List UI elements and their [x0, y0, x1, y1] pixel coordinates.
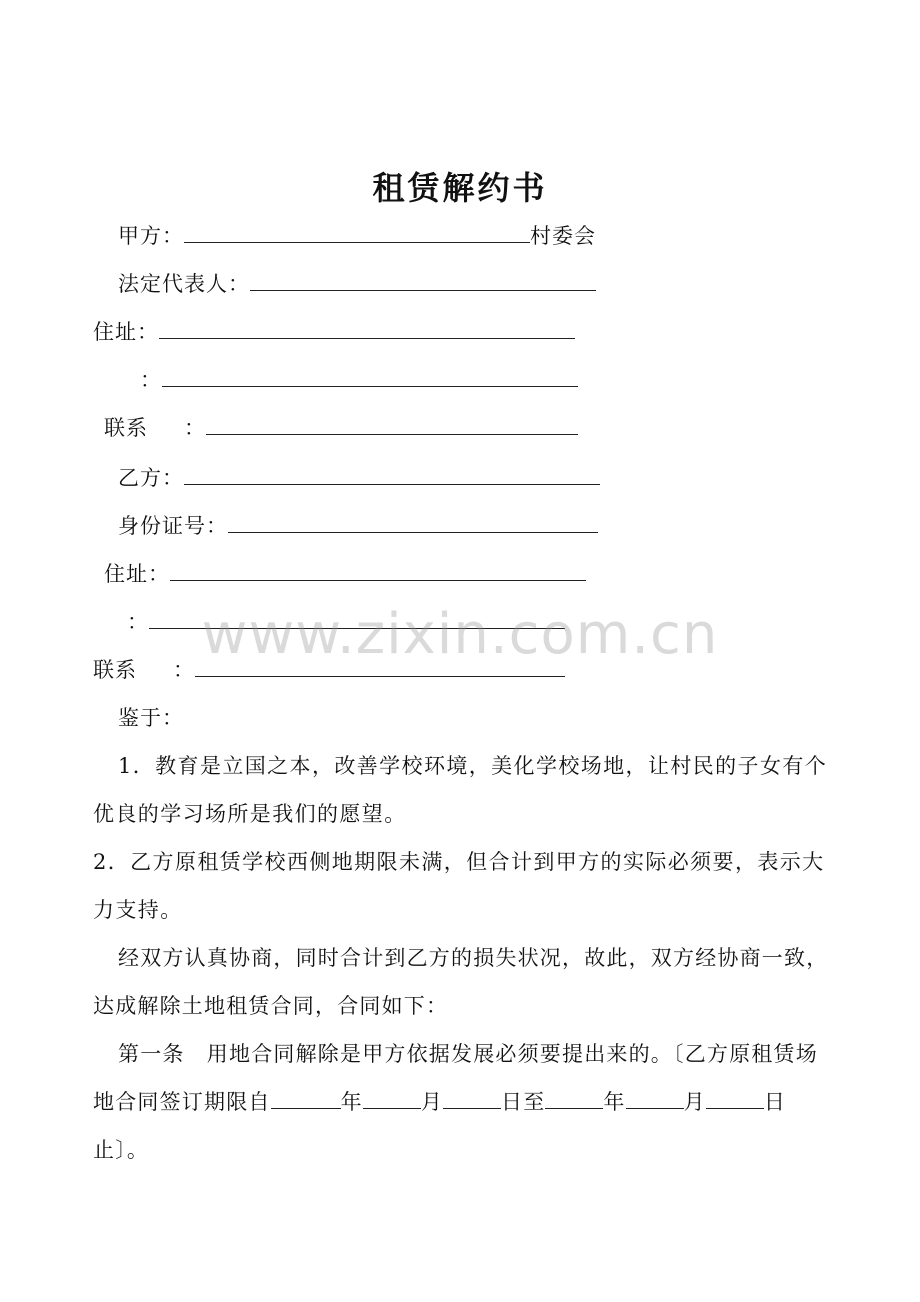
end-day-blank[interactable]: [706, 1088, 764, 1109]
document-title: 租赁解约书: [372, 169, 548, 207]
clause-1: 1．教育是立国之本，改善学校环境，美化学校场地，让村民的子女有个优良的学习场所是我们的愿望。: [93, 754, 828, 826]
party-b-extra-colon: ：: [127, 610, 149, 634]
legal-rep-label: 法定代表人：: [118, 272, 250, 296]
end-month-blank[interactable]: [626, 1088, 684, 1109]
party-b-label: 乙方：: [118, 466, 184, 490]
party-a-contact-blank[interactable]: [206, 414, 578, 435]
party-a-contact-label: 联系: [104, 416, 148, 440]
party-a-address-label: 住址：: [93, 320, 159, 344]
whereas-heading: [118, 704, 184, 732]
article-1-lead: 第一条 用地合同解除是甲方依据发展必须要提出来的。〔乙方原租赁场地合同签订期限自: [93, 1042, 818, 1114]
end-year-blank[interactable]: [545, 1088, 603, 1109]
legal-rep-blank[interactable]: [250, 270, 596, 291]
party-b-contact-line: [93, 656, 565, 684]
article-1: [93, 1030, 833, 1174]
id-number-line: [118, 512, 598, 540]
party-a-suffix: 村委会: [530, 224, 596, 248]
party-a-extra-blank[interactable]: [162, 366, 578, 387]
party-a-extra-line: [140, 366, 578, 394]
party-b-line: [118, 464, 600, 492]
agreement-paragraph: 经双方认真协商，同时合计到乙方的损失状况，故此，双方经协商一致，达成解除土地租赁合同，合同如下：: [93, 946, 829, 1018]
party-b-blank[interactable]: [184, 464, 600, 485]
party-b-contact-blank[interactable]: [195, 656, 565, 677]
party-a-line: [118, 222, 596, 250]
start-day-blank[interactable]: [443, 1088, 501, 1109]
party-a-contact-colon: ：: [184, 416, 206, 440]
end-day-label: 日: [763, 1090, 787, 1114]
start-year-label: 年: [340, 1090, 363, 1114]
party-b-address-blank[interactable]: [170, 560, 586, 581]
start-day-label: 日至: [501, 1090, 546, 1114]
start-year-blank[interactable]: [271, 1088, 341, 1109]
whereas-text: 鉴于：: [118, 706, 184, 730]
party-b-address-line: [104, 560, 586, 588]
end-month-label: 月: [683, 1090, 706, 1114]
party-a-blank[interactable]: [184, 222, 530, 243]
party-a-contact-line: [104, 414, 578, 442]
party-b-contact-label: 联系: [93, 658, 137, 682]
id-number-blank[interactable]: [228, 512, 598, 533]
clause-2: 2．乙方原租赁学校西侧地期限未满，但合计到甲方的实际必须要，表示大力支持。: [93, 850, 825, 922]
party-b-extra-line: [127, 608, 565, 636]
party-a-address-blank[interactable]: [159, 318, 575, 339]
end-year-label: 年: [603, 1090, 626, 1114]
party-a-label: 甲方：: [118, 224, 184, 248]
start-month-blank[interactable]: [363, 1088, 421, 1109]
watermark: www.zixin.com.cn: [201, 602, 719, 667]
legal-rep-line: [118, 270, 596, 298]
party-b-contact-colon: ：: [173, 658, 195, 682]
id-number-label: 身份证号：: [118, 514, 228, 538]
party-a-extra-colon: ：: [140, 368, 162, 392]
start-month-label: 月: [420, 1090, 444, 1114]
article-1-end: 止〕。: [93, 1138, 150, 1162]
party-a-address-line: [93, 318, 575, 346]
party-b-extra-blank[interactable]: [149, 608, 565, 629]
party-b-address-label: 住址：: [104, 562, 170, 586]
